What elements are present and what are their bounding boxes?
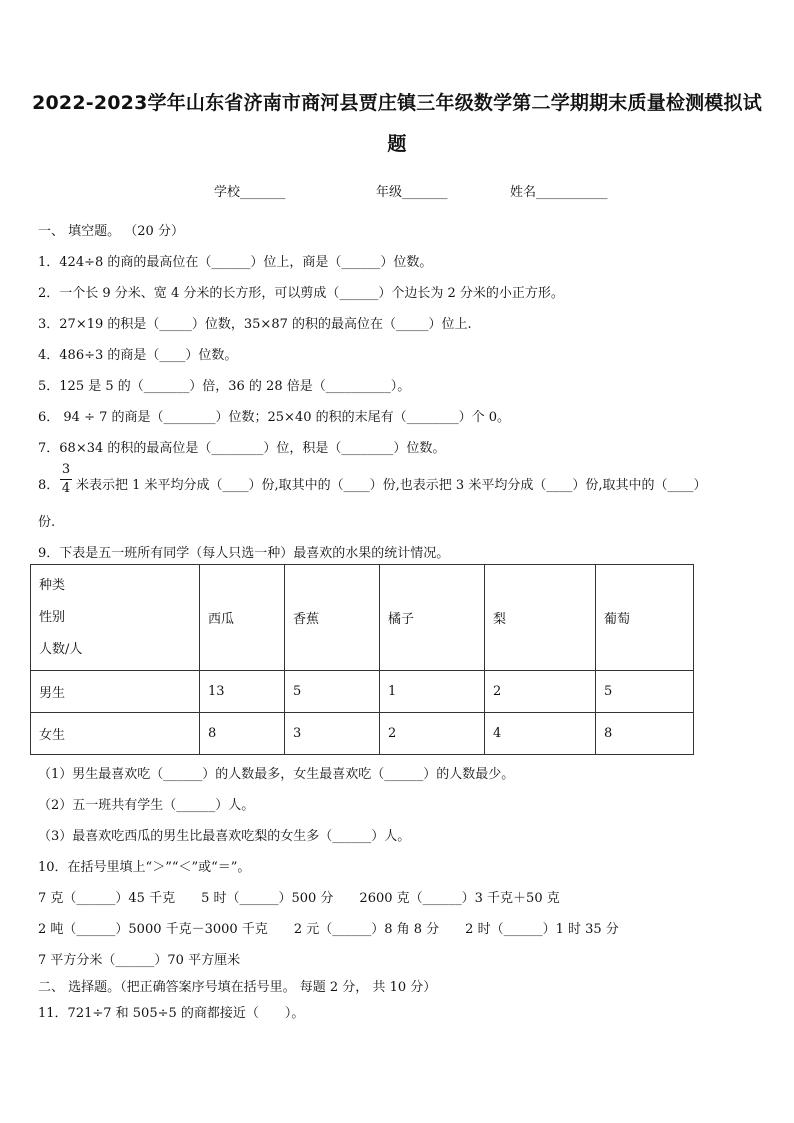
table-cell: 13 — [200, 671, 285, 713]
question-2: 2．一个长 9 分米、宽 4 分米的长方形，可以剪成（______）个边长为 2 分米的小正方形。 — [38, 286, 564, 301]
question-3: 3．27×19 的积是（_____）位数，35×87 的积的最高位在（_____）位上. — [38, 317, 472, 332]
table-cell: 5 — [285, 671, 380, 713]
col-header-watermelon: 西瓜 — [200, 565, 285, 671]
question-1: 1．424÷8 的商的最高位在（______）位上，商是（______）位数。 — [38, 255, 433, 270]
question-9-sub-2: （2）五一班共有学生（______）人。 — [38, 798, 255, 813]
table-cell: 8 — [596, 713, 694, 755]
fraction-denominator: 4 — [61, 481, 71, 496]
table-cell: 8 — [200, 713, 285, 755]
table-cell: 2 — [380, 713, 485, 755]
table-cell: 3 — [285, 713, 380, 755]
col-header-orange: 橘子 — [380, 565, 485, 671]
name-field: 姓名___________ — [510, 185, 608, 200]
col-header-pear: 梨 — [485, 565, 596, 671]
question-10-line-1: 7 克（______）45 千克 5 时（______）500 分 2600 克（______）3 千克＋50 克 — [38, 891, 560, 906]
table-header-row — [31, 565, 694, 671]
col-header-grape: 葡萄 — [596, 565, 694, 671]
table-cell: 4 — [485, 713, 596, 755]
question-9-intro: 9．下表是五一班所有同学（每人只选一种）最喜欢的水果的统计情况。 — [38, 546, 450, 561]
question-9-sub-1: （1）男生最喜欢吃（______）的人数最多，女生最喜欢吃（______）的人数最少。 — [38, 767, 515, 782]
table-cell: 1 — [380, 671, 485, 713]
table-cell: 2 — [485, 671, 596, 713]
row-label-girls: 女生 — [31, 713, 200, 755]
school-field: 学校_______ — [214, 185, 286, 200]
col-header-banana: 香蕉 — [285, 565, 380, 671]
question-4: 4．486÷3 的商是（____）位数。 — [38, 348, 238, 363]
question-8-number: 8． — [38, 478, 60, 493]
table-row — [31, 671, 694, 713]
question-10-line-2: 2 吨（______）5000 千克－3000 千克 2 元（______）8 角 8 分 2 时（______）1 时 35 分 — [38, 922, 619, 937]
question-7: 7．68×34 的积的最高位是（________）位，积是（________）位数。 — [38, 441, 446, 456]
doc-title-line1: 2022-2023学年山东省济南市商河县贾庄镇三年级数学第二学期期末质量检测模拟试 — [32, 92, 762, 114]
question-5: 5．125 是 5 的（_______）倍，36 的 28 倍是（__________）。 — [38, 379, 411, 394]
question-11: 11．721÷7 和 505÷5 的商都接近（ ）。 — [38, 1006, 305, 1021]
question-10-intro: 10．在括号里填上“＞”“＜”或“＝”。 — [38, 860, 251, 875]
fraction-bar — [60, 479, 72, 480]
section1-heading: 一、 填空题。 （20 分） — [38, 224, 184, 239]
corner-label-count: 人数/人 — [39, 641, 83, 657]
fraction-numerator: 3 — [61, 462, 71, 477]
table-row — [31, 713, 694, 755]
grade-field: 年级_______ — [376, 185, 448, 200]
question-10-line-3: 7 平方分米（______）70 平方厘米 — [38, 953, 241, 968]
doc-title-line2: 题 — [387, 133, 407, 155]
table-corner-cell — [31, 565, 200, 671]
corner-label-kind: 种类 — [39, 577, 66, 593]
question-6: 6． 94 ÷ 7 的商是（________）位数；25×40 的积的末尾有（________）个 0。 — [38, 410, 511, 425]
corner-label-gender: 性别 — [39, 609, 66, 625]
question-8-tail: 份. — [38, 515, 56, 530]
row-label-boys: 男生 — [31, 671, 200, 713]
fruit-stat-table — [30, 564, 694, 755]
table-cell: 5 — [596, 671, 694, 713]
fraction-three-quarters — [60, 462, 72, 497]
question-8-text: 米表示把 1 米平均分成（____）份,取其中的（____）份,也表示把 3 米平均分成（____）份,取其中的（____） — [76, 478, 707, 493]
question-9-sub-3: （3）最喜欢吃西瓜的男生比最喜欢吃梨的女生多（______）人。 — [38, 829, 411, 844]
section2-heading: 二、 选择题。（把正确答案序号填在括号里。 每题 2 分， 共 10 分） — [38, 980, 437, 995]
